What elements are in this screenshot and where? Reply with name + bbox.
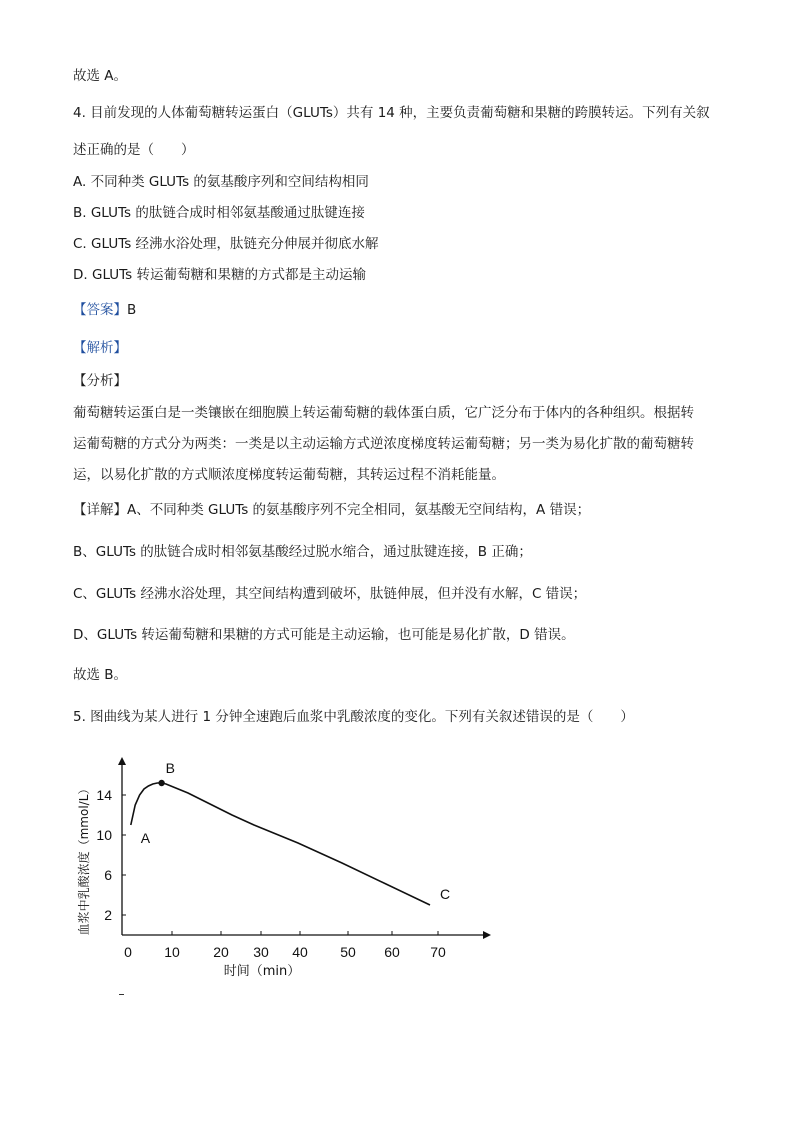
answer-tag: 【答案】 [73, 302, 127, 318]
fenxi-paragraph-2: 运葡萄糖的方式分为两类：一类是以主动运输方式逆浓度梯度转运葡萄糖；另一类为易化扩散的葡萄糖转 [73, 436, 694, 452]
answer-value: B [127, 302, 137, 318]
x-tick-label: 30 [253, 944, 269, 960]
detail-b: B、GLUTs 的肽链合成时相邻氨基酸经过脱水缩合，通过肽键连接，B 正确； [73, 544, 532, 560]
x-tick-label: 50 [340, 944, 356, 960]
point-b-marker [158, 780, 164, 786]
stray-dash [119, 994, 124, 995]
y-tick-label: 2 [104, 907, 112, 923]
detail-a [73, 500, 590, 520]
fenxi-paragraph-1: 葡萄糖转运蛋白是一类镶嵌在细胞膜上转运葡萄糖的载体蛋白质，它广泛分布于体内的各种组织。根据转 [73, 405, 694, 421]
x-tick-label: 60 [384, 944, 400, 960]
detail-d: D、GLUTs 转运葡萄糖和果糖的方式可能是主动运输，也可能是易化扩散，D 错误。 [73, 627, 575, 643]
y-tick-label: 6 [104, 867, 112, 883]
detail-a-text: A、不同种类 GLUTs 的氨基酸序列不完全相同，氨基酸无空间结构，A 错误； [127, 502, 591, 518]
y-axis-label: 血浆中乳酸浓度（mmol/L） [77, 782, 91, 936]
y-tick-label: 14 [96, 787, 112, 803]
point-label-a: A [140, 830, 151, 846]
question-4-stem: 4. 目前发现的人体葡萄糖转运蛋白（GLUTs）共有 14 种，主要负责葡萄糖和果糖的跨膜转运。下列有关叙 [73, 105, 710, 121]
x-tick-label: 10 [164, 944, 180, 960]
x-axis-arrow [483, 931, 491, 939]
option-c: C. GLUTs 经沸水浴处理，肽链充分伸展并彻底水解 [73, 236, 379, 252]
fenxi-paragraph-3: 运，以易化扩散的方式顺浓度梯度转运葡萄糖，其转运过程不消耗能量。 [73, 467, 505, 483]
lactate-curve [131, 783, 430, 905]
answer-line [73, 300, 136, 320]
analysis-tag [73, 338, 127, 358]
point-label-c: C [440, 886, 451, 902]
question-5-stem: 5. 图曲线为某人进行 1 分钟全速跑后血浆中乳酸浓度的变化。下列有关叙述错误的是（ ） [73, 709, 634, 725]
y-axis-arrow [118, 757, 126, 765]
fenxi-tag: 【分析】 [73, 373, 127, 389]
lactate-chart [70, 735, 500, 985]
option-a: A. 不同种类 GLUTs 的氨基酸序列和空间结构相同 [73, 174, 369, 190]
analysis-tag-text: 【解析】 [73, 340, 127, 356]
question-4-stem-cont: 述正确的是（ ） [73, 142, 195, 158]
detail-tag: 【详解】 [73, 502, 127, 518]
prev-answer-conclusion: 故选 A。 [73, 68, 128, 84]
x-tick-label: 0 [124, 944, 132, 960]
x-tick-label: 70 [430, 944, 446, 960]
y-tick-label: 10 [96, 827, 112, 843]
point-label-b: B [165, 760, 175, 776]
option-d: D. GLUTs 转运葡萄糖和果糖的方式都是主动运输 [73, 267, 367, 283]
x-tick-label: 20 [213, 944, 229, 960]
option-b: B. GLUTs 的肽链合成时相邻氨基酸通过肽键连接 [73, 205, 365, 221]
x-axis-label: 时间（min） [223, 964, 301, 979]
final-answer: 故选 B。 [73, 667, 128, 683]
detail-c: C、GLUTs 经沸水浴处理，其空间结构遭到破坏，肽链伸展，但并没有水解，C 错误； [73, 586, 587, 602]
x-tick-label: 40 [292, 944, 308, 960]
